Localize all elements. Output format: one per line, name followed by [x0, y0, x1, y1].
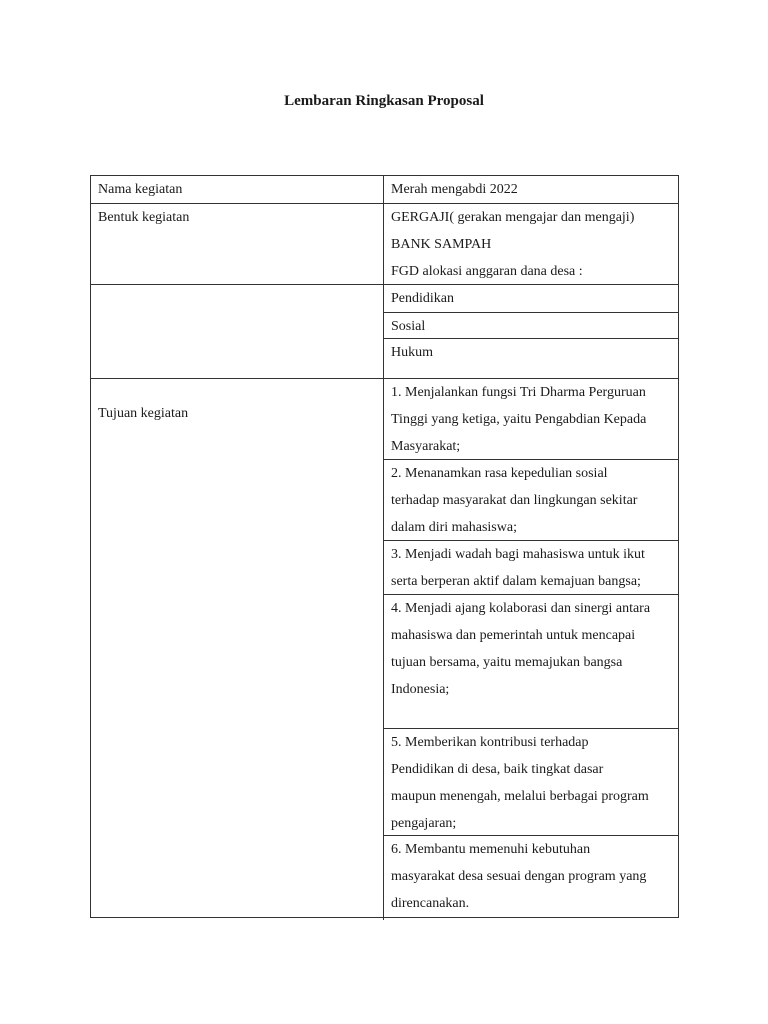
tujuan-line: Indonesia;: [391, 682, 450, 697]
tujuan-line: 6. Membantu memenuhi kebutuhan: [391, 842, 591, 857]
alokasi-item-sosial: Sosial: [384, 313, 678, 339]
tujuan-line: 4. Menjadi ajang kolaborasi dan sinergi antara: [391, 601, 651, 616]
tujuan-line: 2. Menanamkan rasa kepedulian sosial: [391, 466, 608, 481]
proposal-summary-table: [90, 175, 679, 918]
tujuan-list: [384, 379, 678, 920]
tujuan-line: tujuan bersama, yaitu memajukan bangsa: [391, 655, 623, 670]
label-nama-kegiatan: Nama kegiatan: [91, 176, 384, 204]
tujuan-item-2: [384, 460, 678, 541]
tujuan-item-1: [384, 379, 678, 460]
label-bentuk-kegiatan: Bentuk kegiatan: [91, 204, 384, 285]
tujuan-line: masyarakat desa sesuai dengan program yang: [391, 869, 647, 884]
tujuan-line: 1. Menjalankan fungsi Tri Dharma Perguruan: [391, 385, 646, 400]
alokasi-item-hukum: Hukum: [391, 345, 433, 360]
value-nama-kegiatan: Merah mengabdi 2022: [384, 176, 678, 204]
tujuan-line: terhadap masyarakat dan lingkungan sekitar: [391, 493, 638, 508]
tujuan-line: pengajaran;: [391, 816, 457, 831]
alokasi-item-pendidikan: Pendidikan: [384, 285, 678, 313]
bentuk-line: FGD alokasi anggaran dana desa :: [391, 264, 583, 279]
alokasi-list: [384, 285, 678, 379]
tujuan-item-3: [384, 541, 678, 595]
tujuan-line: 5. Memberikan kontribusi terhadap: [391, 735, 589, 750]
tujuan-item-5: [384, 729, 678, 836]
tujuan-line: Tinggi yang ketiga, yaitu Pengabdian Kepada: [391, 412, 647, 427]
tujuan-line: maupun menengah, melalui berbagai program: [391, 789, 649, 804]
bentuk-line: BANK SAMPAH: [391, 237, 492, 252]
tujuan-label-text: Tujuan kegiatan: [98, 406, 189, 421]
tujuan-line: 3. Menjadi wadah bagi mahasiswa untuk ikut: [391, 547, 645, 562]
value-bentuk-kegiatan: [384, 204, 678, 285]
tujuan-line: Pendidikan di desa, baik tingkat dasar: [391, 762, 604, 777]
tujuan-line: direncanakan.: [391, 896, 470, 911]
document-title: Lembaran Ringkasan Proposal: [284, 93, 484, 109]
empty-label-cell: [91, 285, 384, 379]
tujuan-item-6: [384, 836, 678, 920]
tujuan-line: serta berperan aktif dalam kemajuan bangsa;: [391, 574, 641, 589]
tujuan-item-4: [384, 595, 678, 729]
bentuk-line: GERGAJI( gerakan mengajar dan mengaji): [391, 210, 635, 225]
tujuan-line: dalam diri mahasiswa;: [391, 520, 517, 535]
label-tujuan-kegiatan: [91, 379, 384, 920]
tujuan-line: mahasiswa dan pemerintah untuk mencapai: [391, 628, 636, 643]
tujuan-line: Masyarakat;: [391, 439, 461, 454]
